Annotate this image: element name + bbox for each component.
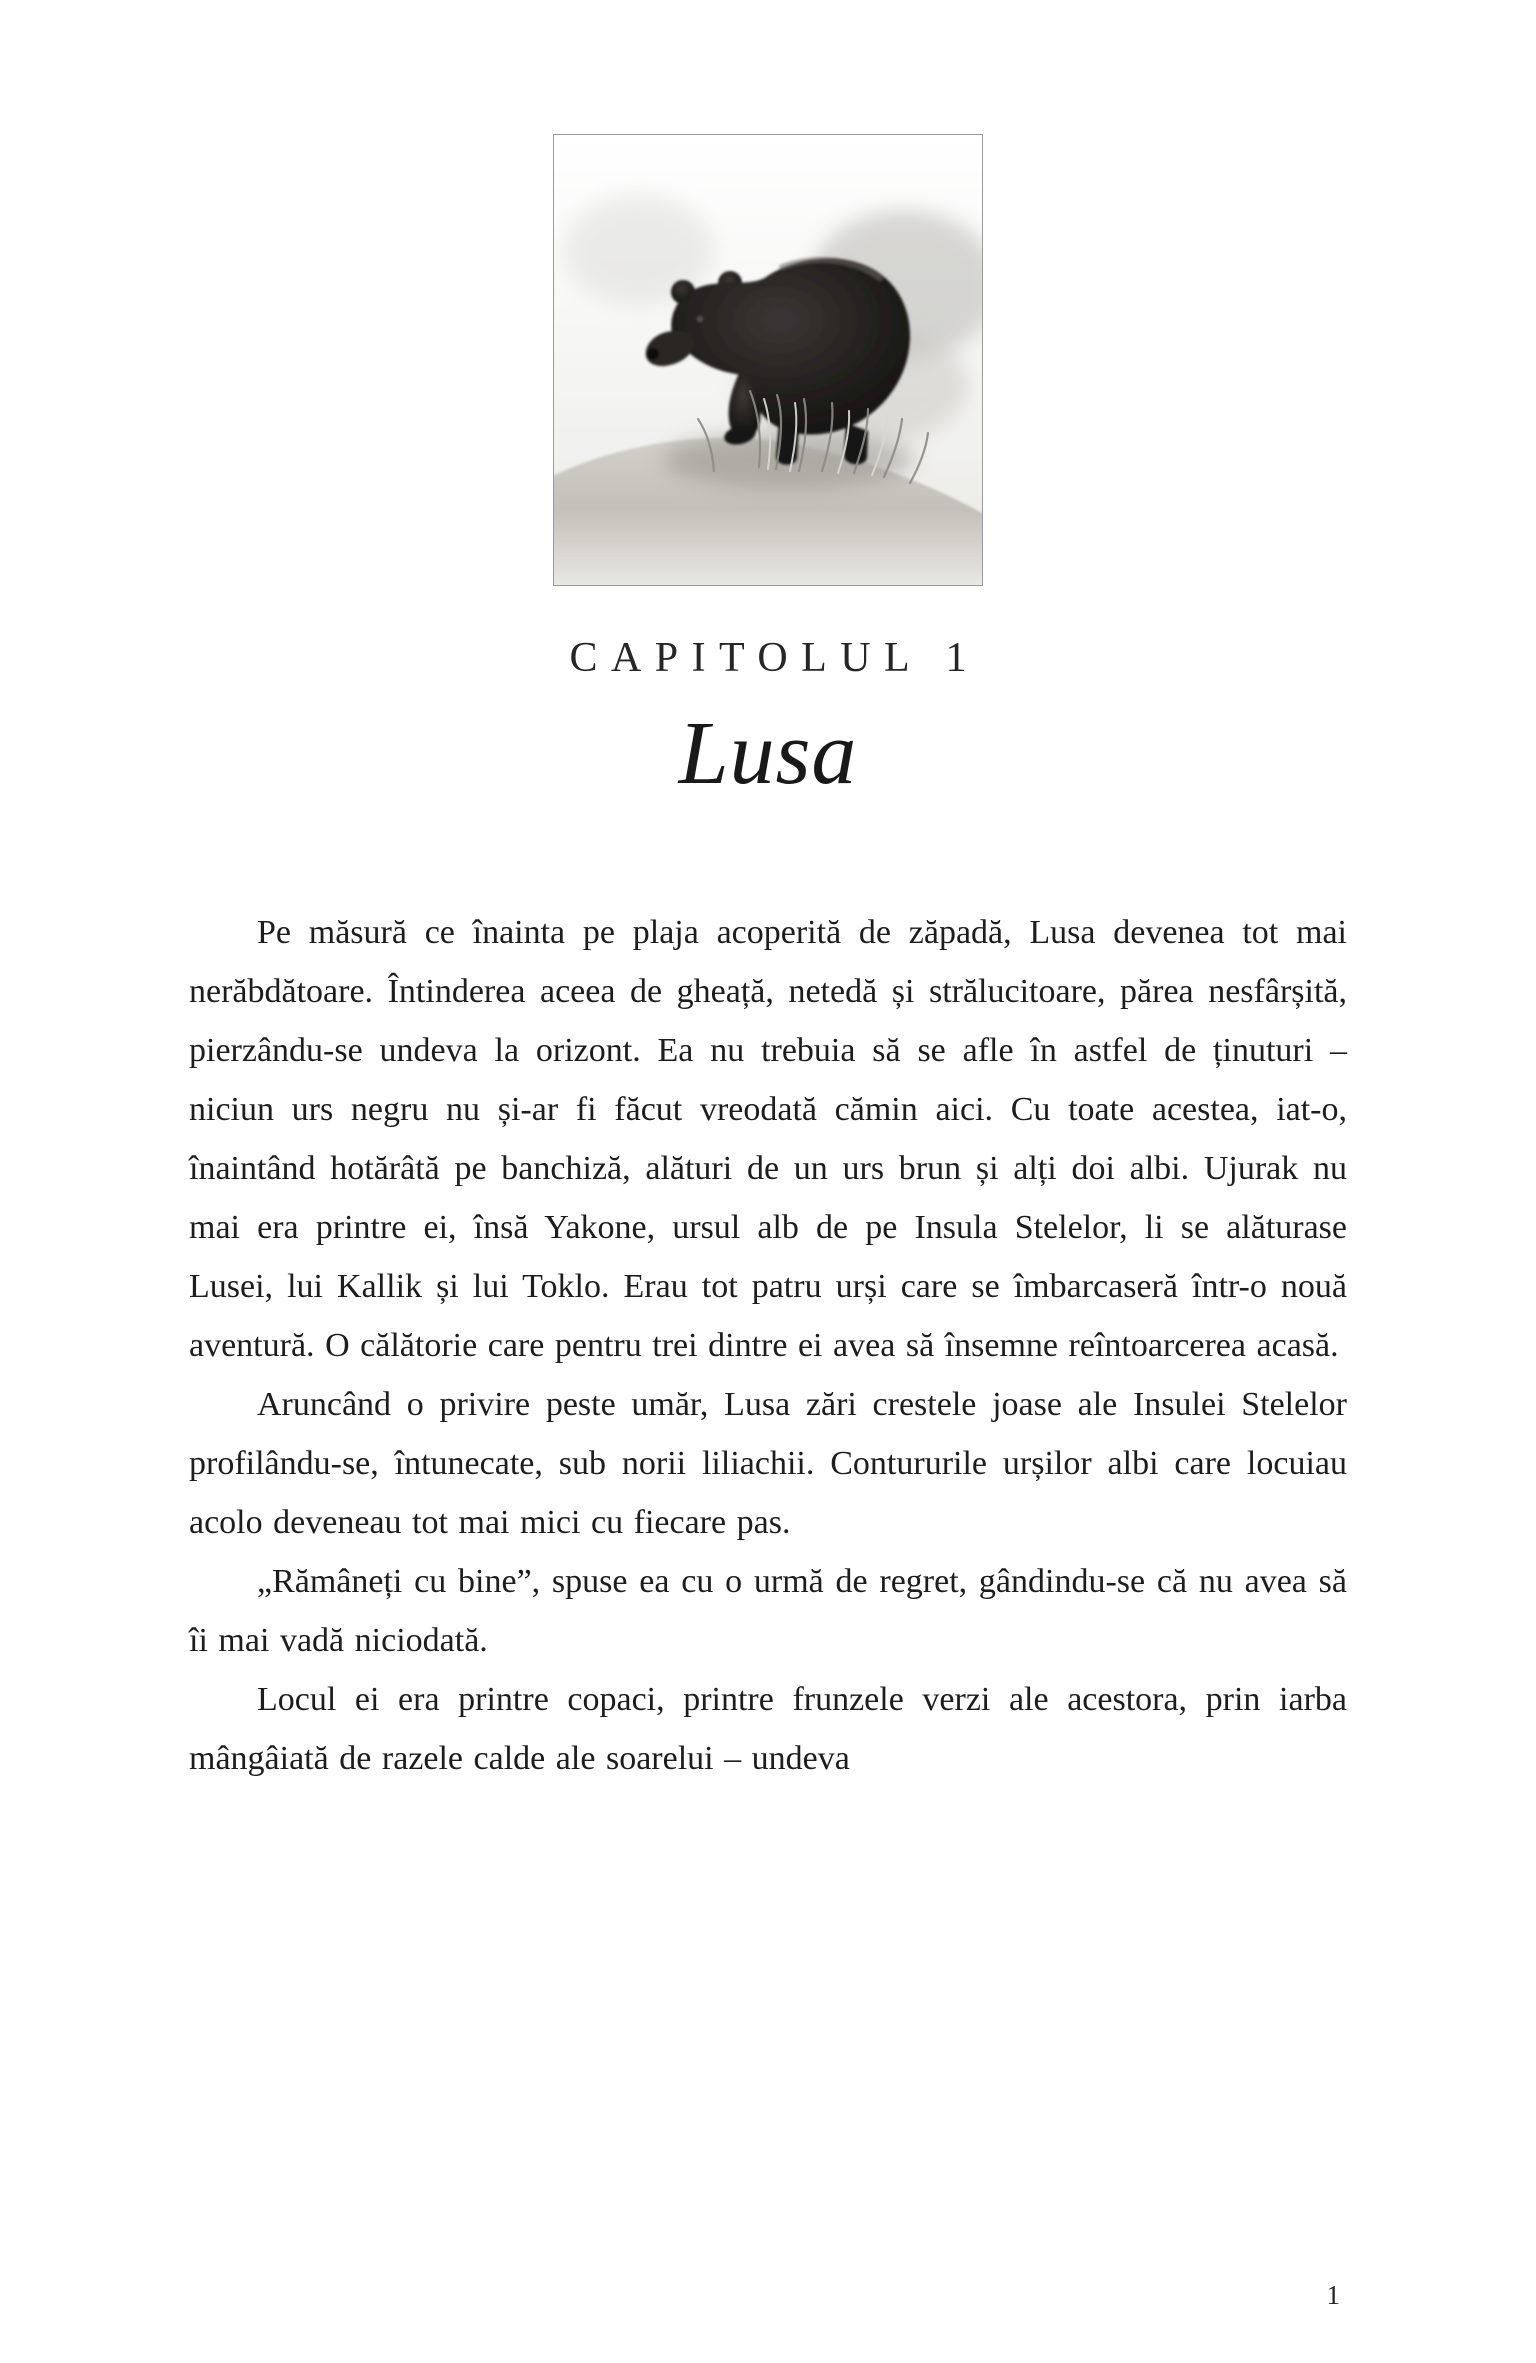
chapter-label: CAPITOLUL 1	[569, 635, 980, 681]
chapter-title: Lusa	[678, 704, 858, 803]
page-number: 1	[1326, 2280, 1340, 2310]
paragraph-3: „Rămâneți cu bine”, spuse ea cu o urmă de regret, gândindu-se că nu avea să îi mai vadă niciodată.	[189, 1563, 1347, 1659]
paragraph-1: Pe măsură ce înainta pe plaja acoperită de zăpadă, Lusa devenea tot mai nerăbdătoare. Întinderea aceea de gheață, netedă și strălucitoare, părea nesfârșită, pierzându-se undeva la orizont. Ea nu trebuia să se afle în astfel de ținuturi – niciun urs negru nu și-ar fi făcut vreodată cămin aici. Cu toate acestea, iat-o, înaintând hotărâtă pe banchiză, alături de un urs brun și alți doi albi. Ujurak nu mai era printre ei, însă Yakone, ursul alb de pe Insula Stelelor, li se alăturase Lusei, lui Kallik și lui Toklo. Erau tot patru urși care se îmbarcaseră într-o nouă aventură. O călătorie care pentru trei dintre ei avea să însemne reîntoarcerea acasă.	[189, 914, 1347, 1364]
chapter-illustration-frame	[553, 134, 983, 586]
chapter-body	[189, 903, 1347, 1788]
paragraph-4: Locul ei era printre copaci, printre frunzele verzi ale acestora, prin iarba mângâiată de razele calde ale soarelui – undeva	[189, 1681, 1347, 1777]
bear-illustration	[554, 135, 983, 586]
paragraph-2: Aruncând o privire peste umăr, Lusa zări crestele joase ale Insulei Stelelor profilându-se, întunecate, sub norii liliachii. Contururile urșilor albi care locuiau acolo deveneau tot mai mici cu fiecare pas.	[189, 1386, 1347, 1541]
